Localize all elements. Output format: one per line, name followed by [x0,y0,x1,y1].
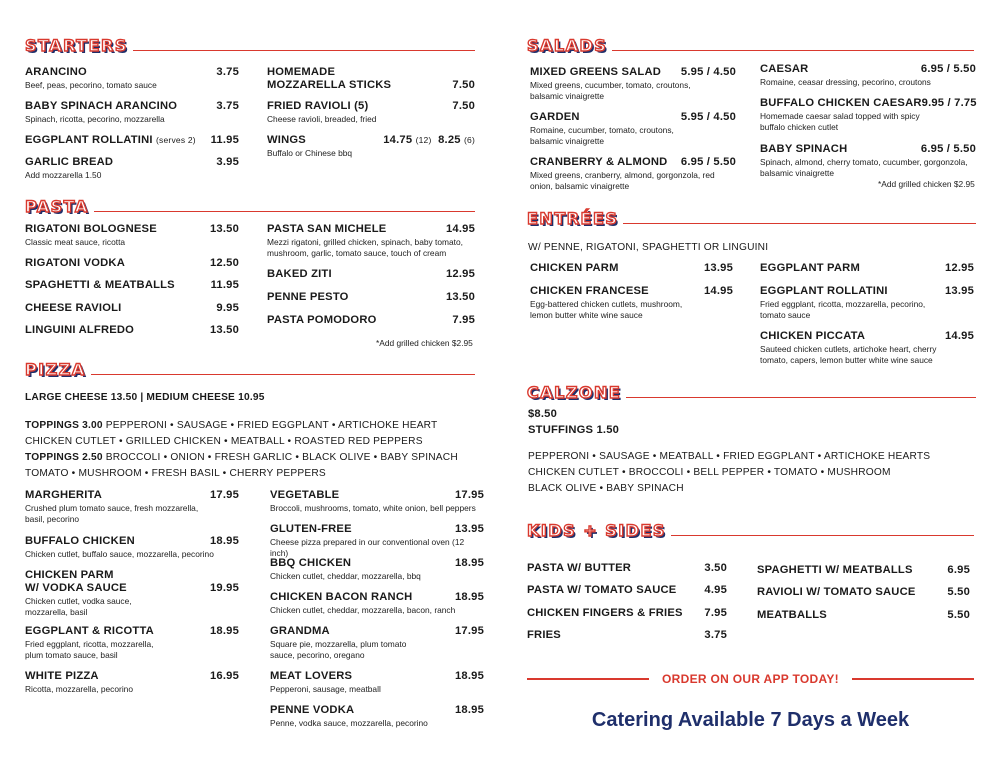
item-name: ARANCINO [25,66,87,78]
item-price: 11.95 [210,279,239,291]
item-price: 5.95 / 4.50 [680,66,736,78]
menu-item-pasta-tomato-sauce [527,584,727,597]
item-name: CHICKEN BACON RANCH [270,591,413,603]
item-price: 19.95 [210,582,239,594]
item-desc: Fried eggplant, ricotta, mozzarella, plum tomato sauce, basil [25,639,154,660]
pizza-heading [25,362,475,378]
item-name: BABY SPINACH [760,143,848,155]
order-banner [527,672,974,686]
item-name: CHICKEN FRANCESE [530,285,649,297]
menu-item-rigatoni-vodka [25,257,239,270]
item-name: GARLIC BREAD [25,156,114,168]
item-name: CRANBERRY & ALMOND [530,156,668,168]
item-price: 7.50 [452,79,475,91]
order-banner-text: ORDER ON OUR APP TODAY! [662,672,839,686]
kids-sides-rule [671,535,974,537]
item-price: 7.50 [452,100,475,112]
item-name: EGGPLANT ROLLATINI [25,134,153,146]
order-rule-right [852,678,974,680]
item-desc: Egg-battered chicken cutlets, mushroom, lemon butter white wine sauce [530,299,683,320]
item-price: 13.95 [455,523,484,535]
item-desc: Pepperoni, sausage, meatball [270,684,381,694]
item-desc: Spinach, ricotta, pecorino, mozzarella [25,114,165,124]
item-price: 5.50 [947,609,970,621]
item-name: MARGHERITA [25,489,102,501]
item-price: 18.95 [210,535,239,547]
toppings-2-line-b: TOMATO • MUSHROOM • FRESH BASIL • CHERRY PEPPERS [25,468,326,479]
pasta-heading [25,199,475,215]
item-price-a-note: (12) [415,135,432,145]
item-desc: Sauteed chicken cutlets, artichoke heart, cherry tomato, capers, lemon butter white wine sauce [760,344,937,365]
item-price: 13.50 [210,324,239,336]
item-price: 9.95 / 7.75 [921,97,977,109]
calzone-pricing [528,408,728,437]
item-name: SPAGHETTI W/ MEATBALLS [757,564,913,576]
item-price: 6.95 / 5.50 [920,63,976,75]
item-price-b-note: (6) [464,135,475,145]
calzone-line-b: CHICKEN CUTLET • BROCCOLI • BELL PEPPER • TOMATO • MUSHROOM [528,467,891,478]
item-desc: Chicken cutlet, vodka sauce, mozzarella, basil [25,596,132,617]
item-desc: Mixed greens, cucumber, tomato, croutons, balsamic vinaigrette [530,80,691,101]
menu-item-cranberry-almond [530,156,736,191]
menu-item-cheese-ravioli [25,302,239,315]
menu-item-penne-pesto [267,291,475,304]
starters-rule [133,50,475,52]
item-price: 5.95 / 4.50 [680,111,736,123]
item-desc: Penne, vodka sauce, mozzarella, pecorino [270,718,428,728]
item-price: 5.50 [947,586,970,598]
item-name: WHITE PIZZA [25,670,99,682]
item-name: EGGPLANT ROLLATINI [760,285,888,297]
item-price: 18.95 [455,704,484,716]
item-name: GRANDMA [270,625,330,637]
item-name: CAESAR [760,63,809,75]
menu-item-eggplant-rollatini-starter [25,134,239,147]
item-desc: Ricotta, mozzarella, pecorino [25,684,133,694]
item-name-line1: CHICKEN PARM [25,569,114,581]
item-price: 14.95 [446,223,475,235]
item-name: LINGUINI ALFREDO [25,324,135,336]
pizza-title: PIZZA [25,360,86,379]
calzone-heading [527,385,976,401]
item-price: 17.95 [210,489,239,501]
pizza-sizes-text: LARGE CHEESE 13.50 | MEDIUM CHEESE 10.95 [25,392,265,403]
pizza-toppings [25,418,458,482]
item-price-b: 8.25 [438,134,461,146]
menu-item-grandma [270,625,484,660]
item-price: 13.50 [210,223,239,235]
item-desc: Mixed greens, cranberry, almond, gorgonzola, red onion, balsamic vinaigrette [530,170,715,191]
item-desc: Buffalo or Chinese bbq [267,148,353,158]
item-price: 13.95 [945,285,974,297]
toppings-3-line-b: CHICKEN CUTLET • GRILLED CHICKEN • MEATBALL • ROASTED RED PEPPERS [25,436,423,447]
item-price: 13.50 [446,291,475,303]
item-desc: Chicken cutlet, buffalo sauce, mozzarella, pecorino [25,549,214,559]
item-name: EGGPLANT & RICOTTA [25,625,154,637]
item-name: MOZZARELLA STICKS [267,79,392,91]
item-price: 18.95 [455,557,484,569]
toppings-3-label: TOPPINGS 3.00 [25,420,103,431]
item-price: 14.95 [704,285,733,297]
item-desc: Crushed plum tomato sauce, fresh mozzarella, basil, pecorino [25,503,199,524]
entrees-rule [623,223,976,225]
menu-item-meatballs [757,609,970,622]
item-name: RIGATONI VODKA [25,257,125,269]
menu-item-meat-lovers [270,670,484,695]
menu-item-vegetable-pizza [270,489,484,514]
calzone-line-a: PEPPERONI • SAUSAGE • MEATBALL • FRIED EGGPLANT • ARTICHOKE HEARTS [528,451,931,462]
menu-item-wings [267,134,475,159]
item-name: BUFFALO CHICKEN CAESAR [760,97,922,109]
calzone-line-c: BLACK OLIVE • BABY SPINACH [528,483,684,494]
item-name: EGGPLANT PARM [760,262,860,274]
menu-item-eggplant-rollatini-entree [760,285,974,320]
menu-item-garlic-bread [25,156,239,181]
item-desc: Broccoli, mushrooms, tomato, white onion, bell peppers [270,503,476,513]
menu-item-ravioli-tomato-sauce [757,586,970,599]
item-name: CHEESE RAVIOLI [25,302,122,314]
item-name: PASTA POMODORO [267,314,377,326]
item-price: 6.95 / 5.50 [920,143,976,155]
calzone-price: $8.50 [528,408,557,420]
kids-sides-heading [527,523,974,539]
salads-rule [612,50,974,52]
order-rule-left [527,678,649,680]
menu-item-pasta-butter [527,562,727,575]
item-price: 7.95 [452,314,475,326]
menu-item-pasta-san-michele [267,223,475,258]
menu-item-rigatoni-bolognese [25,223,239,248]
salads-heading [527,38,974,54]
menu-item-mixed-greens [530,66,736,101]
item-price-a: 14.75 [383,134,413,146]
item-price: 3.95 [216,156,239,168]
item-price: 14.95 [945,330,974,342]
item-price: 12.95 [446,268,475,280]
menu-item-eggplant-parm [760,262,974,275]
item-name: VEGETABLE [270,489,340,501]
item-desc: Cheese pizza prepared in our conventional oven (12 inch) [270,537,465,558]
menu-item-fried-ravioli [267,100,475,125]
item-desc: Romaine, ceasar dressing, pecorino, croutons [760,77,931,87]
item-price: 4.95 [704,584,727,596]
item-price: 17.95 [455,625,484,637]
toppings-3-line-a: PEPPERONI • SAUSAGE • FRIED EGGPLANT • ARTICHOKE HEART [105,420,438,431]
item-name: PASTA W/ BUTTER [527,562,632,574]
item-price: 3.50 [704,562,727,574]
calzone-stuffings-list [528,449,930,497]
menu-item-gluten-free [270,523,484,558]
item-price: 7.95 [704,607,727,619]
starters-heading [25,38,475,54]
item-name: PASTA W/ TOMATO SAUCE [527,584,677,596]
toppings-2-line-a: BROCCOLI • ONION • FRESH GARLIC • BLACK OLIVE • BABY SPINACH [105,452,458,463]
pizza-sizes [25,390,265,406]
menu-item-baked-ziti [267,268,475,281]
menu-item-arancino [25,66,239,91]
item-name: W/ VODKA SAUCE [25,582,127,594]
menu-item-pasta-pomodoro [267,314,475,327]
menu-item-fries [527,629,727,642]
menu-item-eggplant-ricotta [25,625,239,660]
pasta-note: *Add grilled chicken $2.95 [376,338,473,348]
entrees-subtitle: W/ PENNE, RIGATONI, SPAGHETTI OR LINGUINI [528,242,769,253]
salads-title: SALADS [527,36,608,55]
menu-item-chicken-francese [530,285,733,320]
item-desc: Chicken cutlet, cheddar, mozzarella, bacon, ranch [270,605,456,615]
menu-item-caesar [760,63,976,88]
item-name: PENNE PESTO [267,291,349,303]
item-name: FRIED RAVIOLI (5) [267,100,369,112]
entrees-title: ENTRÉES [527,209,619,228]
entrees-heading [527,211,976,227]
kids-sides-title: KIDS + SIDES [527,521,666,540]
menu-item-chicken-bacon-ranch [270,591,484,616]
item-name: CHICKEN FINGERS & FRIES [527,607,683,619]
item-name: GARDEN [530,111,580,123]
item-price: 16.95 [210,670,239,682]
item-name: MEAT LOVERS [270,670,353,682]
item-name: CHICKEN PARM [530,262,619,274]
calzone-stuffings: STUFFINGS 1.50 [528,424,620,436]
item-name: GLUTEN-FREE [270,523,352,535]
item-name: MIXED GREENS SALAD [530,66,662,78]
menu-item-baby-spinach-arancino [25,100,239,125]
menu-item-buffalo-chicken-pizza [25,535,239,560]
menu-item-spaghetti-meatballs-kids [757,564,970,577]
item-price: 18.95 [455,670,484,682]
item-price: 11.95 [210,134,239,146]
menu-item-bbq-chicken [270,557,484,582]
menu-item-mozzarella-sticks [267,66,475,92]
item-price: 3.75 [704,629,727,641]
menu-item-margherita [25,489,239,524]
item-name: BABY SPINACH ARANCINO [25,100,178,112]
item-name: PENNE VODKA [270,704,355,716]
item-desc: Cheese ravioli, breaded, fried [267,114,377,124]
item-name: SPAGHETTI & MEATBALLS [25,279,175,291]
item-price: 18.95 [455,591,484,603]
starters-title: STARTERS [25,36,128,55]
item-price: 6.95 [947,564,970,576]
item-price: 3.75 [216,66,239,78]
item-name: BAKED ZITI [267,268,332,280]
menu-item-white-pizza [25,670,239,695]
item-name-note: (serves 2) [156,135,196,145]
item-desc: Add mozzarella 1.50 [25,170,102,180]
item-price: 12.50 [210,257,239,269]
menu-item-penne-vodka-pizza [270,704,484,729]
item-name: MEATBALLS [757,609,827,621]
item-name: RIGATONI BOLOGNESE [25,223,157,235]
item-desc: Classic meat sauce, ricotta [25,237,126,247]
menu-item-garden [530,111,736,146]
item-desc: Square pie, mozzarella, plum tomato sauce, pecorino, oregano [270,639,407,660]
item-name: WINGS [267,134,306,146]
item-desc: Fried eggplant, ricotta, mozzarella, pecorino, tomato sauce [760,299,926,320]
item-name: FRIES [527,629,561,641]
item-name: PASTA SAN MICHELE [267,223,387,235]
item-desc: Romaine, cucumber, tomato, croutons, balsamic vinaigrette [530,125,674,146]
pasta-title: PASTA [25,197,89,216]
menu-item-spaghetti-meatballs [25,279,239,292]
pasta-rule [94,211,475,213]
calzone-title: CALZONE [527,383,622,402]
item-price: 18.95 [210,625,239,637]
item-price: 17.95 [455,489,484,501]
menu-item-linguini-alfredo [25,324,239,337]
item-name: BBQ CHICKEN [270,557,352,569]
menu-item-chicken-parm-vodka [25,569,239,617]
item-desc: Spinach, almond, cherry tomato, cucumber, gorgonzola, balsamic vinaigrette [760,157,968,178]
pizza-rule [91,374,475,376]
menu-item-chicken-fingers-fries [527,607,727,620]
menu-item-buffalo-chicken-caesar [760,97,976,132]
item-price: 12.95 [945,262,974,274]
calzone-rule [626,397,976,399]
item-name: BUFFALO CHICKEN [25,535,135,547]
item-desc: Homemade caesar salad topped with spicy buffalo chicken cutlet [760,111,920,132]
menu-item-chicken-parm [530,262,733,275]
salads-note: *Add grilled chicken $2.95 [878,179,975,189]
menu-item-baby-spinach-salad [760,143,976,178]
item-price: 3.75 [216,100,239,112]
item-desc: Chicken cutlet, cheddar, mozzarella, bbq [270,571,421,581]
item-name: RAVIOLI W/ TOMATO SAUCE [757,586,916,598]
item-price: 6.95 / 5.50 [680,156,736,168]
item-desc: Beef, peas, pecorino, tomato sauce [25,80,157,90]
catering-text: Catering Available 7 Days a Week [591,709,910,731]
menu-item-chicken-piccata [760,330,974,365]
item-name: CHICKEN PICCATA [760,330,866,342]
toppings-2-label: TOPPINGS 2.50 [25,452,103,463]
item-price: 13.95 [704,262,733,274]
item-price: 9.95 [216,302,239,314]
item-name-line1: HOMEMADE [267,66,336,78]
item-desc: Mezzi rigatoni, grilled chicken, spinach, baby tomato, mushroom, garlic, tomato sauce, touch of cream [267,237,463,258]
